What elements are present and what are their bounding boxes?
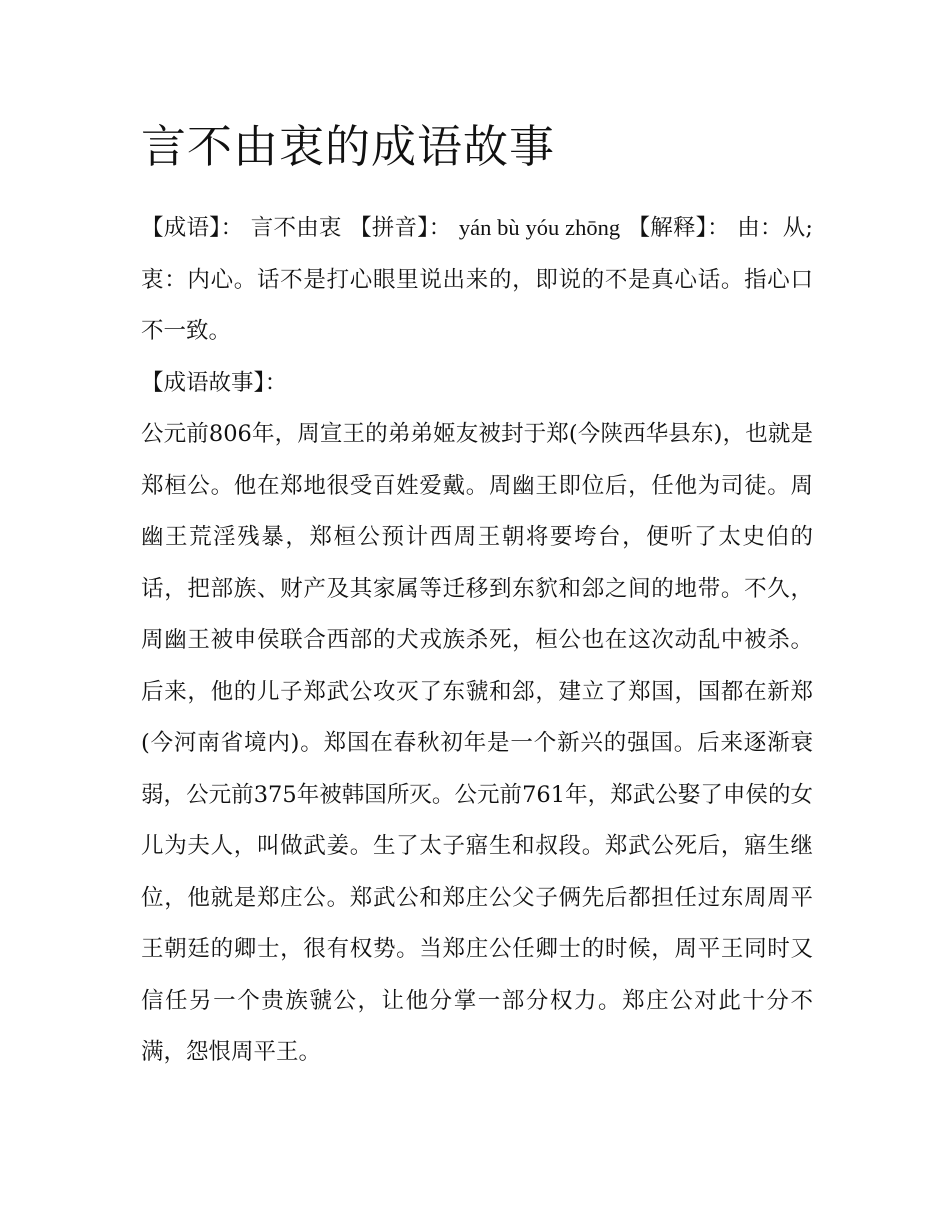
story-paragraph: 公元前806年，周宣王的弟弟姬友被封于郑(今陕西华县东)，也就是郑桓公。他在郑地很受百姓爱戴。周幽王即位后，任他为司徒。周幽王荒淫残暴，郑桓公预计西周王朝将要垮台，便听了太史伯的话，把部族、财产及其家属等迁移到东貁和郐之间的地带。不久，周幽王被申侯联合西部的犬戎族杀死，桓公也在这次动乱中被杀。后来，他的儿子郑武公攻灭了东虢和郐，建立了郑国，国都在新郑(今河南省境内)。郑国在春秋初年是一个新兴的强国。后来逐渐衰弱，公元前375年被韩国所灭。公元前761年，郑武公娶了申侯的女儿为夫人，叫做武姜。生了太子寤生和叔段。郑武公死后，寤生继位，他就是郑庄公。郑武公和郑庄公父子俩先后都担任过东周周平王朝廷的卿士，很有权势。当郑庄公任卿士的时候，周平王同时又信任另一个贵族虢公，让他分掌一部分权力。郑庄公对此十分不满，怨恨周平王。 xyxy=(141,421,813,1065)
document-title: 言不由衷的成语故事 xyxy=(141,120,556,173)
pinyin-label: 【拼音】： xyxy=(349,215,452,241)
idiom-value: 言不由衷 xyxy=(250,215,342,241)
explanation-value: 由：从;衷：内心。话不是打心眼里说出来的，即说的不是真心话。指心口不一致。 xyxy=(141,215,814,344)
story-heading: 【成语故事】： xyxy=(141,369,288,396)
explanation-label: 【解释】： xyxy=(627,215,730,241)
pinyin-value: yán bù yóu zhōng xyxy=(458,215,621,240)
document-page xyxy=(141,112,813,1079)
idiom-info xyxy=(141,202,813,358)
idiom-label: 【成语】： xyxy=(141,215,244,241)
